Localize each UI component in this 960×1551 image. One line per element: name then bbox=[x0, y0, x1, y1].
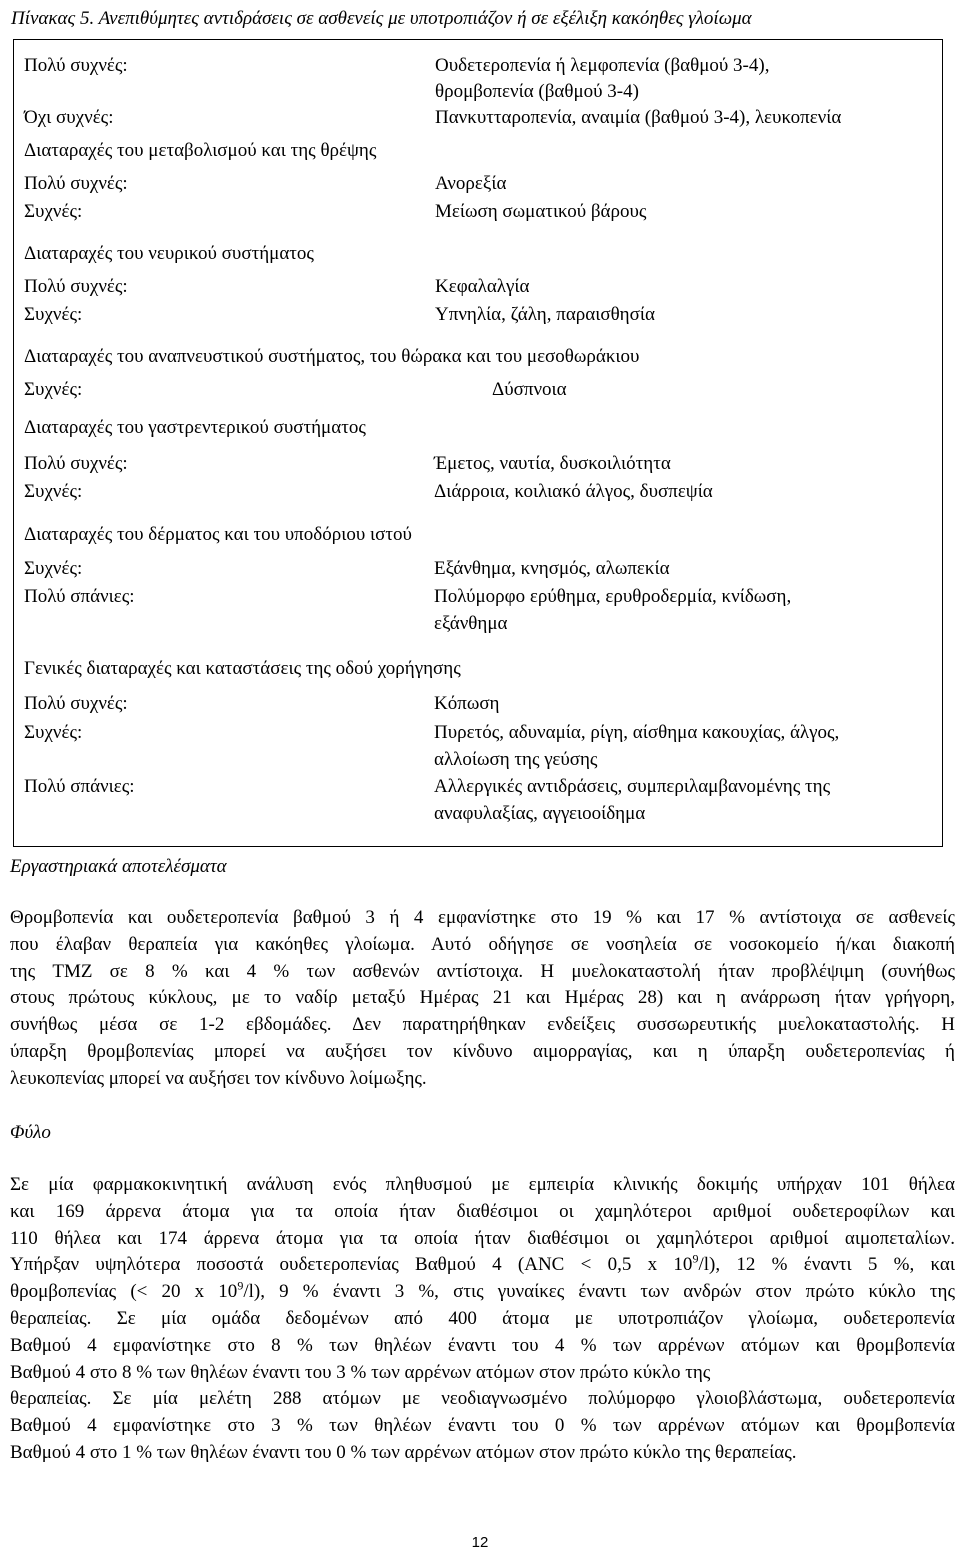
sex-heading: Φύλο bbox=[10, 1122, 51, 1143]
reaction-value: Δύσπνοια bbox=[492, 379, 567, 400]
reaction-value: Διάρροια, κοιλιακό άλγος, δυσπεψία bbox=[434, 481, 713, 502]
paragraph-line: Σε μία φαρμακοκινητική ανάλυση ενός πληθυσμού με εμπειρία κλινικής δοκιμής υπήρχαν 101 θήλεα bbox=[10, 1174, 955, 1195]
paragraph-line bbox=[10, 1279, 955, 1306]
paragraph-line: στους πρώτους κύκλους, με το ναδίρ μεταξύ Ημέρας 21 και Ημέρας 28) και η ανάρρωση ήταν γρήγορη, bbox=[10, 987, 955, 1009]
superscript: 9 bbox=[237, 1278, 244, 1293]
text-run: Υπήρξαν υψηλότερα ποσοστά ουδετεροπενίας Βαθμού 4 (ANC < 0,5 x 10 bbox=[10, 1254, 693, 1276]
reaction-value: Πανκυτταροπενία, αναιμία (βαθμού 3-4), λευκοπενία bbox=[435, 107, 842, 128]
frequency-label: Συχνές: bbox=[24, 722, 83, 743]
section-heading: Διαταραχές του γαστρεντερικού συστήματος bbox=[24, 417, 366, 438]
paragraph-line: ύπαρξη θρομβοπενίας μπορεί να αυξήσει τον κίνδυνο αιμορραγίας, και η ύπαρξη ουδετεροπενίας ή bbox=[10, 1040, 955, 1062]
frequency-label: Πολύ συχνές: bbox=[24, 453, 128, 474]
reaction-value: Εξάνθημα, κνησμός, αλωπεκία bbox=[434, 558, 670, 579]
paragraph-line: λευκοπενίας μπορεί να αυξήσει τον κίνδυνο λοίμωξης. bbox=[10, 1067, 427, 1089]
frequency-label: Συχνές: bbox=[24, 558, 83, 579]
paragraph-line: Βαθμού 4 εμφανίστηκε στο 3 % των θηλέων έναντι του 0 % των αρρένων ατόμων και θρομβοπενία bbox=[10, 1415, 955, 1437]
frequency-label: Συχνές: bbox=[24, 201, 83, 222]
reaction-value: αναφυλαξίας, αγγειοοίδημα bbox=[434, 803, 646, 824]
reaction-value: Έμετος, ναυτία, δυσκοιλιότητα bbox=[434, 453, 671, 474]
lab-results-heading: Εργαστηριακά αποτελέσματα bbox=[10, 856, 227, 877]
section-heading: Διαταραχές του μεταβολισμού και της θρέψης bbox=[24, 140, 377, 161]
paragraph-line: Θρομβοπενία και ουδετεροπενία βαθμού 3 ή 4 εμφανίστηκε στο 19 % και 17 % αντίστοιχα σε ασθενείς bbox=[10, 907, 955, 928]
frequency-label: Πολύ συχνές: bbox=[24, 55, 128, 76]
paragraph-line: 110 θήλεα και 174 άρρενα άτομα για τα οποία ήταν διαθέσιμοι οι χαμηλότεροι αριθμοί αιμοπεταλίων. bbox=[10, 1227, 955, 1249]
paragraph-line: που έλαβαν θεραπεία για κακόηθες γλοίωμα. Αυτό οδήγησε σε νοσηλεία σε νοσοκομείο ή/και διακοπή bbox=[10, 933, 955, 955]
reaction-value: αλλοίωση της γεύσης bbox=[434, 749, 598, 770]
frequency-label: Συχνές: bbox=[24, 379, 83, 400]
section-heading: Διαταραχές του αναπνευστικού συστήματος, του θώρακα και του μεσοθωράκιου bbox=[24, 346, 640, 367]
frequency-label: Πολύ σπάνιες: bbox=[24, 776, 135, 797]
text-run: /l), 9 % έναντι 3 %, στις γυναίκες έναντι των ανδρών στον πρώτο κύκλο της bbox=[243, 1281, 955, 1303]
page-number: 12 bbox=[471, 1534, 489, 1551]
frequency-label: Συχνές: bbox=[24, 304, 83, 325]
paragraph-line: Βαθμού 4 εμφανίστηκε στο 8 % των θηλέων έναντι του 4 % των αρρένων ατόμων και θρομβοπενία bbox=[10, 1334, 955, 1356]
paragraph-line: Βαθμού 4 στο 8 % των θηλέων έναντι του 3 % των αρρένων ατόμων στον πρώτο κύκλο της bbox=[10, 1361, 711, 1383]
frequency-label: Συχνές: bbox=[24, 481, 83, 502]
reaction-value: Πυρετός, αδυναμία, ρίγη, αίσθημα κακουχίας, άλγος, bbox=[434, 722, 840, 743]
reaction-value: Κόπωση bbox=[434, 693, 500, 714]
table-caption: Πίνακας 5. Ανεπιθύμητες αντιδράσεις σε ασθενείς με υποτροπιάζον ή σε εξέλιξη κακόηθες γλοίωμα bbox=[11, 8, 752, 29]
reaction-value: Υπνηλία, ζάλη, παραισθησία bbox=[435, 304, 655, 325]
section-heading: Γενικές διαταραχές και καταστάσεις της οδού χορήγησης bbox=[24, 658, 461, 679]
paragraph-line: συνήθως μέσα σε 1-2 εβδομάδες. Δεν παρατηρήθηκαν ενδείξεις συσσωρευτικής μυελοκαταστολής. Η bbox=[10, 1014, 955, 1036]
reaction-value: Πολύμορφο ερύθημα, ερυθροδερμία, κνίδωση, bbox=[434, 586, 792, 607]
frequency-label: Πολύ συχνές: bbox=[24, 276, 128, 297]
paragraph-line: Βαθμού 4 στο 1 % των θηλέων έναντι του 0 % των αρρένων ατόμων στον πρώτο κύκλο της θεραπείας. bbox=[10, 1441, 797, 1463]
text-run: /l), 12 % έναντι 5 %, και bbox=[698, 1254, 955, 1276]
frequency-label: Πολύ συχνές: bbox=[24, 693, 128, 714]
adverse-reactions-table bbox=[13, 39, 943, 847]
superscript: 9 bbox=[692, 1252, 699, 1267]
reaction-value: Αλλεργικές αντιδράσεις, συμπεριλαμβανομένης της bbox=[434, 776, 831, 797]
paragraph-line: θεραπείας. Σε μία ομάδα δεδομένων από 400 άτομα με υποτροπιάζον γλοίωμα, ουδετεροπενία bbox=[10, 1307, 955, 1329]
paragraph-line bbox=[10, 1252, 955, 1279]
paragraph-line: θεραπείας. Σε μία μελέτη 288 ατόμων με νεοδιαγνωσμένο πολύμορφο γλοιοβλάστωμα, ουδετεροπενία bbox=[10, 1388, 955, 1410]
section-heading: Διαταραχές του δέρματος και του υποδόριου ιστού bbox=[24, 524, 412, 545]
reaction-value: Κεφαλαλγία bbox=[435, 276, 530, 297]
frequency-label: Πολύ σπάνιες: bbox=[24, 586, 135, 607]
reaction-value: θρομβοπενία (βαθμού 3-4) bbox=[435, 81, 639, 102]
reaction-value: Μείωση σωματικού βάρους bbox=[435, 201, 647, 222]
frequency-label: Όχι συχνές: bbox=[24, 107, 114, 128]
lab-results-paragraph bbox=[10, 905, 955, 1093]
frequency-label: Πολύ συχνές: bbox=[24, 173, 128, 194]
reaction-value: Ανορεξία bbox=[435, 173, 507, 194]
paragraph-line: της TMZ σε 8 % και 4 % των ασθενών αντίστοιχα. Η μυελοκαταστολή ήταν προβλέψιμη (συνήθως bbox=[10, 960, 955, 982]
text-run: θρομβοπενίας (< 20 x 10 bbox=[10, 1281, 238, 1303]
reaction-value: Ουδετεροπενία ή λεμφοπενία (βαθμού 3-4), bbox=[435, 55, 770, 76]
paragraph-line: και 169 άρρενα άτομα για τα οποία ήταν διαθέσιμοι οι χαμηλότεροι αριθμοί ουδετεροφίλων και bbox=[10, 1200, 955, 1222]
sex-paragraph bbox=[10, 1172, 955, 1467]
section-heading: Διαταραχές του νευρικού συστήματος bbox=[24, 243, 314, 264]
reaction-value: εξάνθημα bbox=[434, 613, 508, 634]
